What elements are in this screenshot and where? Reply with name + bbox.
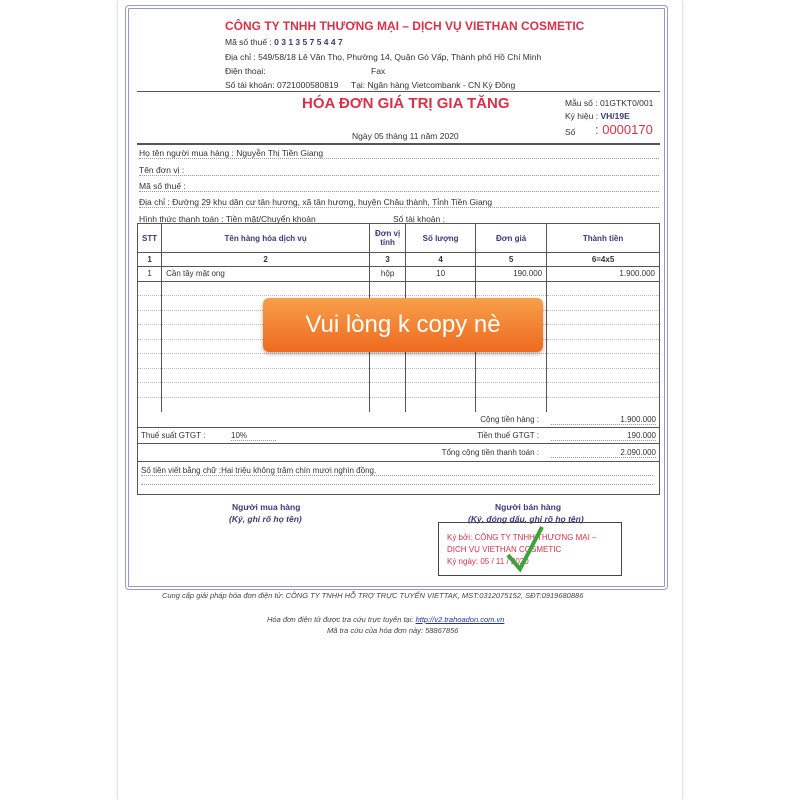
vat-rate-value: 10% xyxy=(231,431,276,441)
empty-cell xyxy=(547,354,660,369)
empty-cell xyxy=(138,383,162,398)
col-amount: Thành tiền xyxy=(547,224,660,253)
vat-rate-label: Thuế suất GTGT : xyxy=(141,431,206,440)
symbol: Ký hiệu : VH/19E xyxy=(565,111,630,121)
empty-cell xyxy=(138,325,162,340)
empty-cell xyxy=(547,281,660,296)
words-row xyxy=(137,462,660,495)
empty-cell xyxy=(406,368,476,383)
cell-stt: 1 xyxy=(138,267,162,282)
col-num: 1 xyxy=(138,253,162,267)
number-label: Số xyxy=(565,127,576,137)
empty-cell xyxy=(547,383,660,398)
cell-name: Cần tây mật ong xyxy=(162,267,370,282)
subtotal-value: 1.900.000 xyxy=(551,415,656,425)
buyer-sign-note: (Ký, ghi rõ họ tên) xyxy=(229,514,302,524)
buyer-address-row: Địa chỉ : Đường 29 khu dân cư tân hương, xã tân hương, huyện Châu thành, Tỉnh Tiền Giang xyxy=(139,197,659,208)
empty-cell xyxy=(370,354,406,369)
empty-row xyxy=(138,397,660,412)
watermark-banner: Vui lòng k copy nè xyxy=(263,298,543,352)
empty-row xyxy=(138,281,660,296)
subtotal-label: Cộng tiền hàng : xyxy=(480,415,539,424)
empty-cell xyxy=(162,397,370,412)
col-num: 3 xyxy=(370,253,406,267)
empty-cell xyxy=(138,368,162,383)
empty-cell xyxy=(547,310,660,325)
empty-cell xyxy=(406,281,476,296)
col-qty: Số lượng xyxy=(406,224,476,253)
table-row xyxy=(138,267,660,282)
seller-name: CÔNG TY TNHH THƯƠNG MẠI – DỊCH VỤ VIETHAN COSMETIC xyxy=(225,19,585,33)
col-unit: Đơn vị tính xyxy=(370,224,406,253)
cell-amount: 1.900.000 xyxy=(547,267,660,282)
digital-signature xyxy=(438,522,622,576)
cell-price: 190.000 xyxy=(476,267,547,282)
col-num: 2 xyxy=(162,253,370,267)
seller-address: Địa chỉ : 549/58/18 Lê Văn Thọ, Phường 14, Quận Gò Vấp, Thành phố Hồ Chí Minh xyxy=(225,52,542,62)
empty-cell xyxy=(162,368,370,383)
empty-row xyxy=(138,383,660,398)
col-num: 5 xyxy=(476,253,547,267)
seller-fax: Fax xyxy=(371,66,386,76)
words-line xyxy=(141,484,653,485)
empty-cell xyxy=(370,281,406,296)
empty-cell xyxy=(138,281,162,296)
invoice-title: HÓA ĐƠN GIÁ TRỊ GIA TĂNG xyxy=(302,95,510,112)
buyer-account: Số tài khoản : xyxy=(393,214,445,224)
empty-cell xyxy=(138,310,162,325)
cell-unit: hộp xyxy=(370,267,406,282)
empty-row xyxy=(138,354,660,369)
empty-cell xyxy=(370,368,406,383)
signed-date: Ký ngày: 05 / 11 / 2020 xyxy=(447,557,529,566)
seller-sign-title: Người bán hàng xyxy=(495,502,562,512)
empty-cell xyxy=(138,339,162,354)
vat-label: Tiền thuế GTGT : xyxy=(477,431,539,440)
checkmark-icon xyxy=(504,523,544,573)
empty-cell xyxy=(138,296,162,311)
empty-cell xyxy=(547,397,660,412)
empty-cell xyxy=(476,397,547,412)
col-name: Tên hàng hóa dịch vụ xyxy=(162,224,370,253)
buyer-name-row: Họ tên người mua hàng : Nguyễn Thị Tiền Giang xyxy=(139,148,659,159)
empty-cell xyxy=(406,397,476,412)
seller-tax: Mã số thuế : 0 3 1 3 5 7 5 4 4 7 xyxy=(225,37,343,47)
empty-cell xyxy=(476,383,547,398)
col-stt: STT xyxy=(138,224,162,253)
total-row xyxy=(137,444,660,462)
empty-cell xyxy=(406,383,476,398)
empty-cell xyxy=(476,354,547,369)
empty-cell xyxy=(138,354,162,369)
col-price: Đơn giá xyxy=(476,224,547,253)
empty-cell xyxy=(138,397,162,412)
subtotal-row xyxy=(137,412,660,428)
footer-lookup: Hóa đơn điện tử được tra cứu trực tuyến tại: http://v2.trahoadon.com.vn xyxy=(267,615,505,624)
empty-cell xyxy=(162,383,370,398)
buyer-sign-title: Người mua hàng xyxy=(232,502,301,512)
divider xyxy=(137,143,660,145)
amount-in-words: Số tiền viết bằng chữ :Hai triệu không trăm chín mươi nghìn đồng. xyxy=(141,466,653,476)
invoice-date: Ngày 05 tháng 11 năm 2020 xyxy=(352,131,459,141)
total-value: 2.090.000 xyxy=(551,448,656,458)
vat-row xyxy=(137,428,660,444)
form-number: Mẫu số : 01GTKT0/001 xyxy=(565,98,654,108)
empty-cell xyxy=(547,368,660,383)
signed-by: Ký bởi: CÔNG TY TNHH THƯƠNG MẠI – DỊCH VỤ VIETHAN COSMETIC xyxy=(447,533,597,554)
seller-account: Số tài khoản: 0721000580819 xyxy=(225,80,339,90)
invoice-number: : 0000170 xyxy=(595,122,653,137)
seller-phone: Điện thoại: xyxy=(225,66,266,76)
empty-cell xyxy=(406,354,476,369)
payment-row: Hình thức thanh toán : Tiền mặt/Chuyển khoản xyxy=(139,214,316,224)
empty-cell xyxy=(370,397,406,412)
empty-cell xyxy=(476,281,547,296)
seller-sign-note: (Ký, đóng dấu, ghi rõ họ tên) xyxy=(468,514,584,524)
empty-cell xyxy=(162,354,370,369)
empty-cell xyxy=(547,325,660,340)
footer-code: Mã tra cứu của hóa đơn này: 58867856 xyxy=(327,626,459,635)
lookup-link[interactable]: http://v2.trahoadon.com.vn xyxy=(415,615,505,624)
empty-cell xyxy=(547,296,660,311)
empty-row xyxy=(138,368,660,383)
empty-cell xyxy=(547,339,660,354)
divider xyxy=(137,91,660,92)
col-num: 4 xyxy=(406,253,476,267)
seller-bank: Tại: Ngân hàng Vietcombank - CN Kỳ Đồng xyxy=(351,80,516,90)
vat-value: 190.000 xyxy=(551,431,656,441)
footer-provider: Cung cấp giải pháp hóa đơn điện tử: CÔNG TY TNHH HỖ TRỢ TRỰC TUYẾN VIETTAK, MST:0312075152, SĐT:0919680886 xyxy=(162,591,584,600)
total-label: Tổng cộng tiền thanh toán : xyxy=(441,448,539,457)
buyer-unit-row: Tên đơn vị : xyxy=(139,165,659,176)
empty-cell xyxy=(162,281,370,296)
buyer-tax-row: Mã số thuế : xyxy=(139,181,659,192)
cell-qty: 10 xyxy=(406,267,476,282)
empty-cell xyxy=(476,368,547,383)
col-num: 6=4x5 xyxy=(547,253,660,267)
empty-cell xyxy=(370,383,406,398)
